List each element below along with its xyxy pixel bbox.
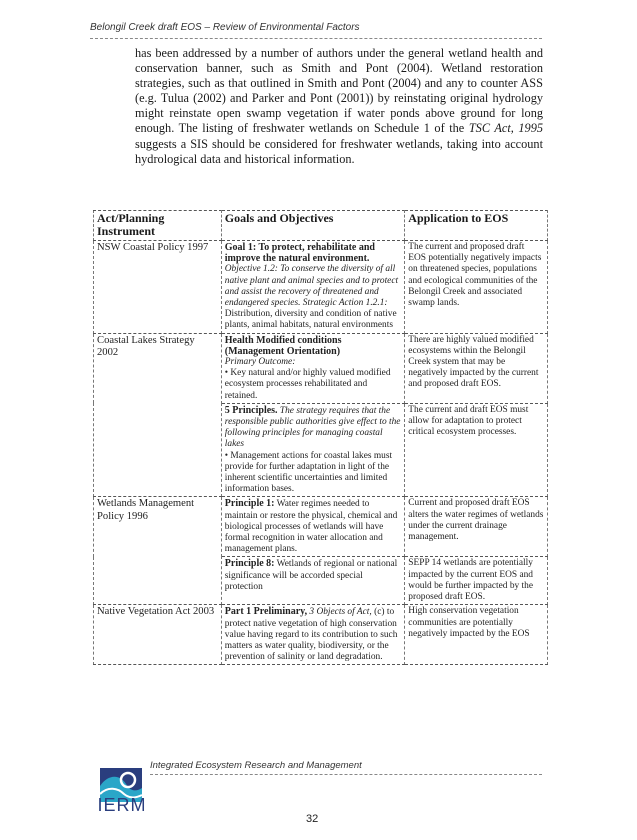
- goal-title: Principle 8:: [224, 558, 275, 570]
- logo-wordmark: IERM: [97, 795, 147, 815]
- instrument-cell: NSW Coastal Policy 1997: [94, 241, 222, 334]
- instrument-cell: Coastal Lakes Strategy 2002: [94, 333, 222, 497]
- application-cell: High conservation vegetation communities are potentially negatively impacted by the EOS: [405, 605, 548, 665]
- goal-outcome: Primary Outcome:: [224, 357, 296, 368]
- table-row: [94, 497, 548, 557]
- goals-cell: [221, 557, 405, 605]
- application-cell: The current and proposed draft EOS potentially negatively impacts on threatened species, populations and ecological communities of the Belongil Creek and associated swamp lands.: [405, 241, 548, 334]
- table-row: [94, 605, 548, 665]
- legislation-table: [93, 210, 548, 665]
- body-paragraph: [135, 46, 543, 167]
- header-application: Application to EOS: [405, 211, 548, 241]
- header-rule: [90, 38, 542, 39]
- goals-cell: [221, 497, 405, 557]
- header-instrument: Act/Planning Instrument: [94, 211, 222, 241]
- body-text-start: has been addressed by a number of authors under the general wetland health and conservation banner, such as Smith and Pont (2004). Wetland restoration strategies, such as that outlined in Smith and Pont (2004) and any to counter ASS (e.g. Tulua (2002) and Parker and Pont (2001)) by reinstating original hydrology might reinstate open swamp vegetation if water ponds above ground for long enough. The listing of freshwater wetlands on Schedule 1 of the: [135, 46, 543, 136]
- goal-title: Goal 1: To protect, rehabilitate and improve the natural environment.: [224, 242, 375, 265]
- table-row: [94, 241, 548, 334]
- goal-text: Distribution, diversity and condition of native plants, animal habitats, natural environments: [224, 309, 397, 331]
- goal-objects: 3 Objects of Act,: [307, 607, 372, 618]
- goals-cell: [221, 241, 405, 334]
- footer-organisation: Integrated Ecosystem Research and Management: [150, 760, 362, 771]
- table-header-row: [94, 211, 548, 241]
- body-text-end: suggests a SIS should be considered for freshwater wetlands, taking into account hydrological data and historical information.: [135, 136, 543, 166]
- goal-title: Health Modified conditions (Management Orientation): [224, 334, 342, 357]
- goals-cell: [221, 403, 405, 497]
- goal-title: Principle 1:: [224, 498, 275, 510]
- goal-title: Part 1 Preliminary,: [224, 606, 308, 618]
- goal-principles: The strategy requires that the responsible public authorities give effect to the following principles for managing coastal lakes: [224, 405, 401, 450]
- page-number: 32: [306, 813, 319, 825]
- goal-text: Wetlands of regional or national significance will be accorded special protection: [224, 559, 398, 592]
- goal-text: Water regimes needed to maintain or restore the physical, chemical and biological processes of wetlands will have formal recognition in water allocation and management plans.: [224, 499, 398, 555]
- application-cell: The current and draft EOS must allow for adaptation to protect critical ecosystem processes.: [405, 403, 548, 497]
- goal-text: • Key natural and/or highly valued modified ecosystem processes rehabilitated and retained.: [224, 368, 391, 401]
- instrument-cell: Wetlands Management Policy 1996: [94, 497, 222, 605]
- application-cell: SEPP 14 wetlands are potentially impacted by the current EOS and would be further impacted by the proposed draft EOS.: [405, 557, 548, 605]
- footer-rule: [150, 774, 542, 775]
- goals-cell: [221, 333, 405, 403]
- goal-title: 5 Principles.: [224, 404, 278, 416]
- running-header: Belongil Creek draft EOS – Review of Environmental Factors: [90, 22, 360, 33]
- tsc-act-reference: TSC Act, 1995: [468, 121, 543, 136]
- goals-cell: [221, 605, 405, 665]
- goal-text: (c) to protect native vegetation of high conservation value having regard to its contribution to such matters as water quality, biodiversity, or the prevention of salinity or land degradation.: [224, 607, 398, 663]
- goal-text: • Management actions for coastal lakes must provide for further adaptation in light of the inherent scientific uncertainties and limited information bases.: [224, 450, 393, 495]
- header-goals: Goals and Objectives: [221, 211, 405, 241]
- table-row: [94, 333, 548, 403]
- instrument-cell: Native Vegetation Act 2003: [94, 605, 222, 665]
- goal-objective: Objective 1.2: To conserve the diversity of all native plant and animal species and to protect and assist the recovery of threatened and endangered species. Strategic Action 1.2.1:: [224, 264, 399, 309]
- application-cell: There are highly valued modified ecosystems within the Belongil Creek system that may be negatively impacted by the current and proposed draft EOS.: [405, 333, 548, 403]
- application-cell: Current and proposed draft EOS alters the water regimes of wetlands under the current drainage management.: [405, 497, 548, 557]
